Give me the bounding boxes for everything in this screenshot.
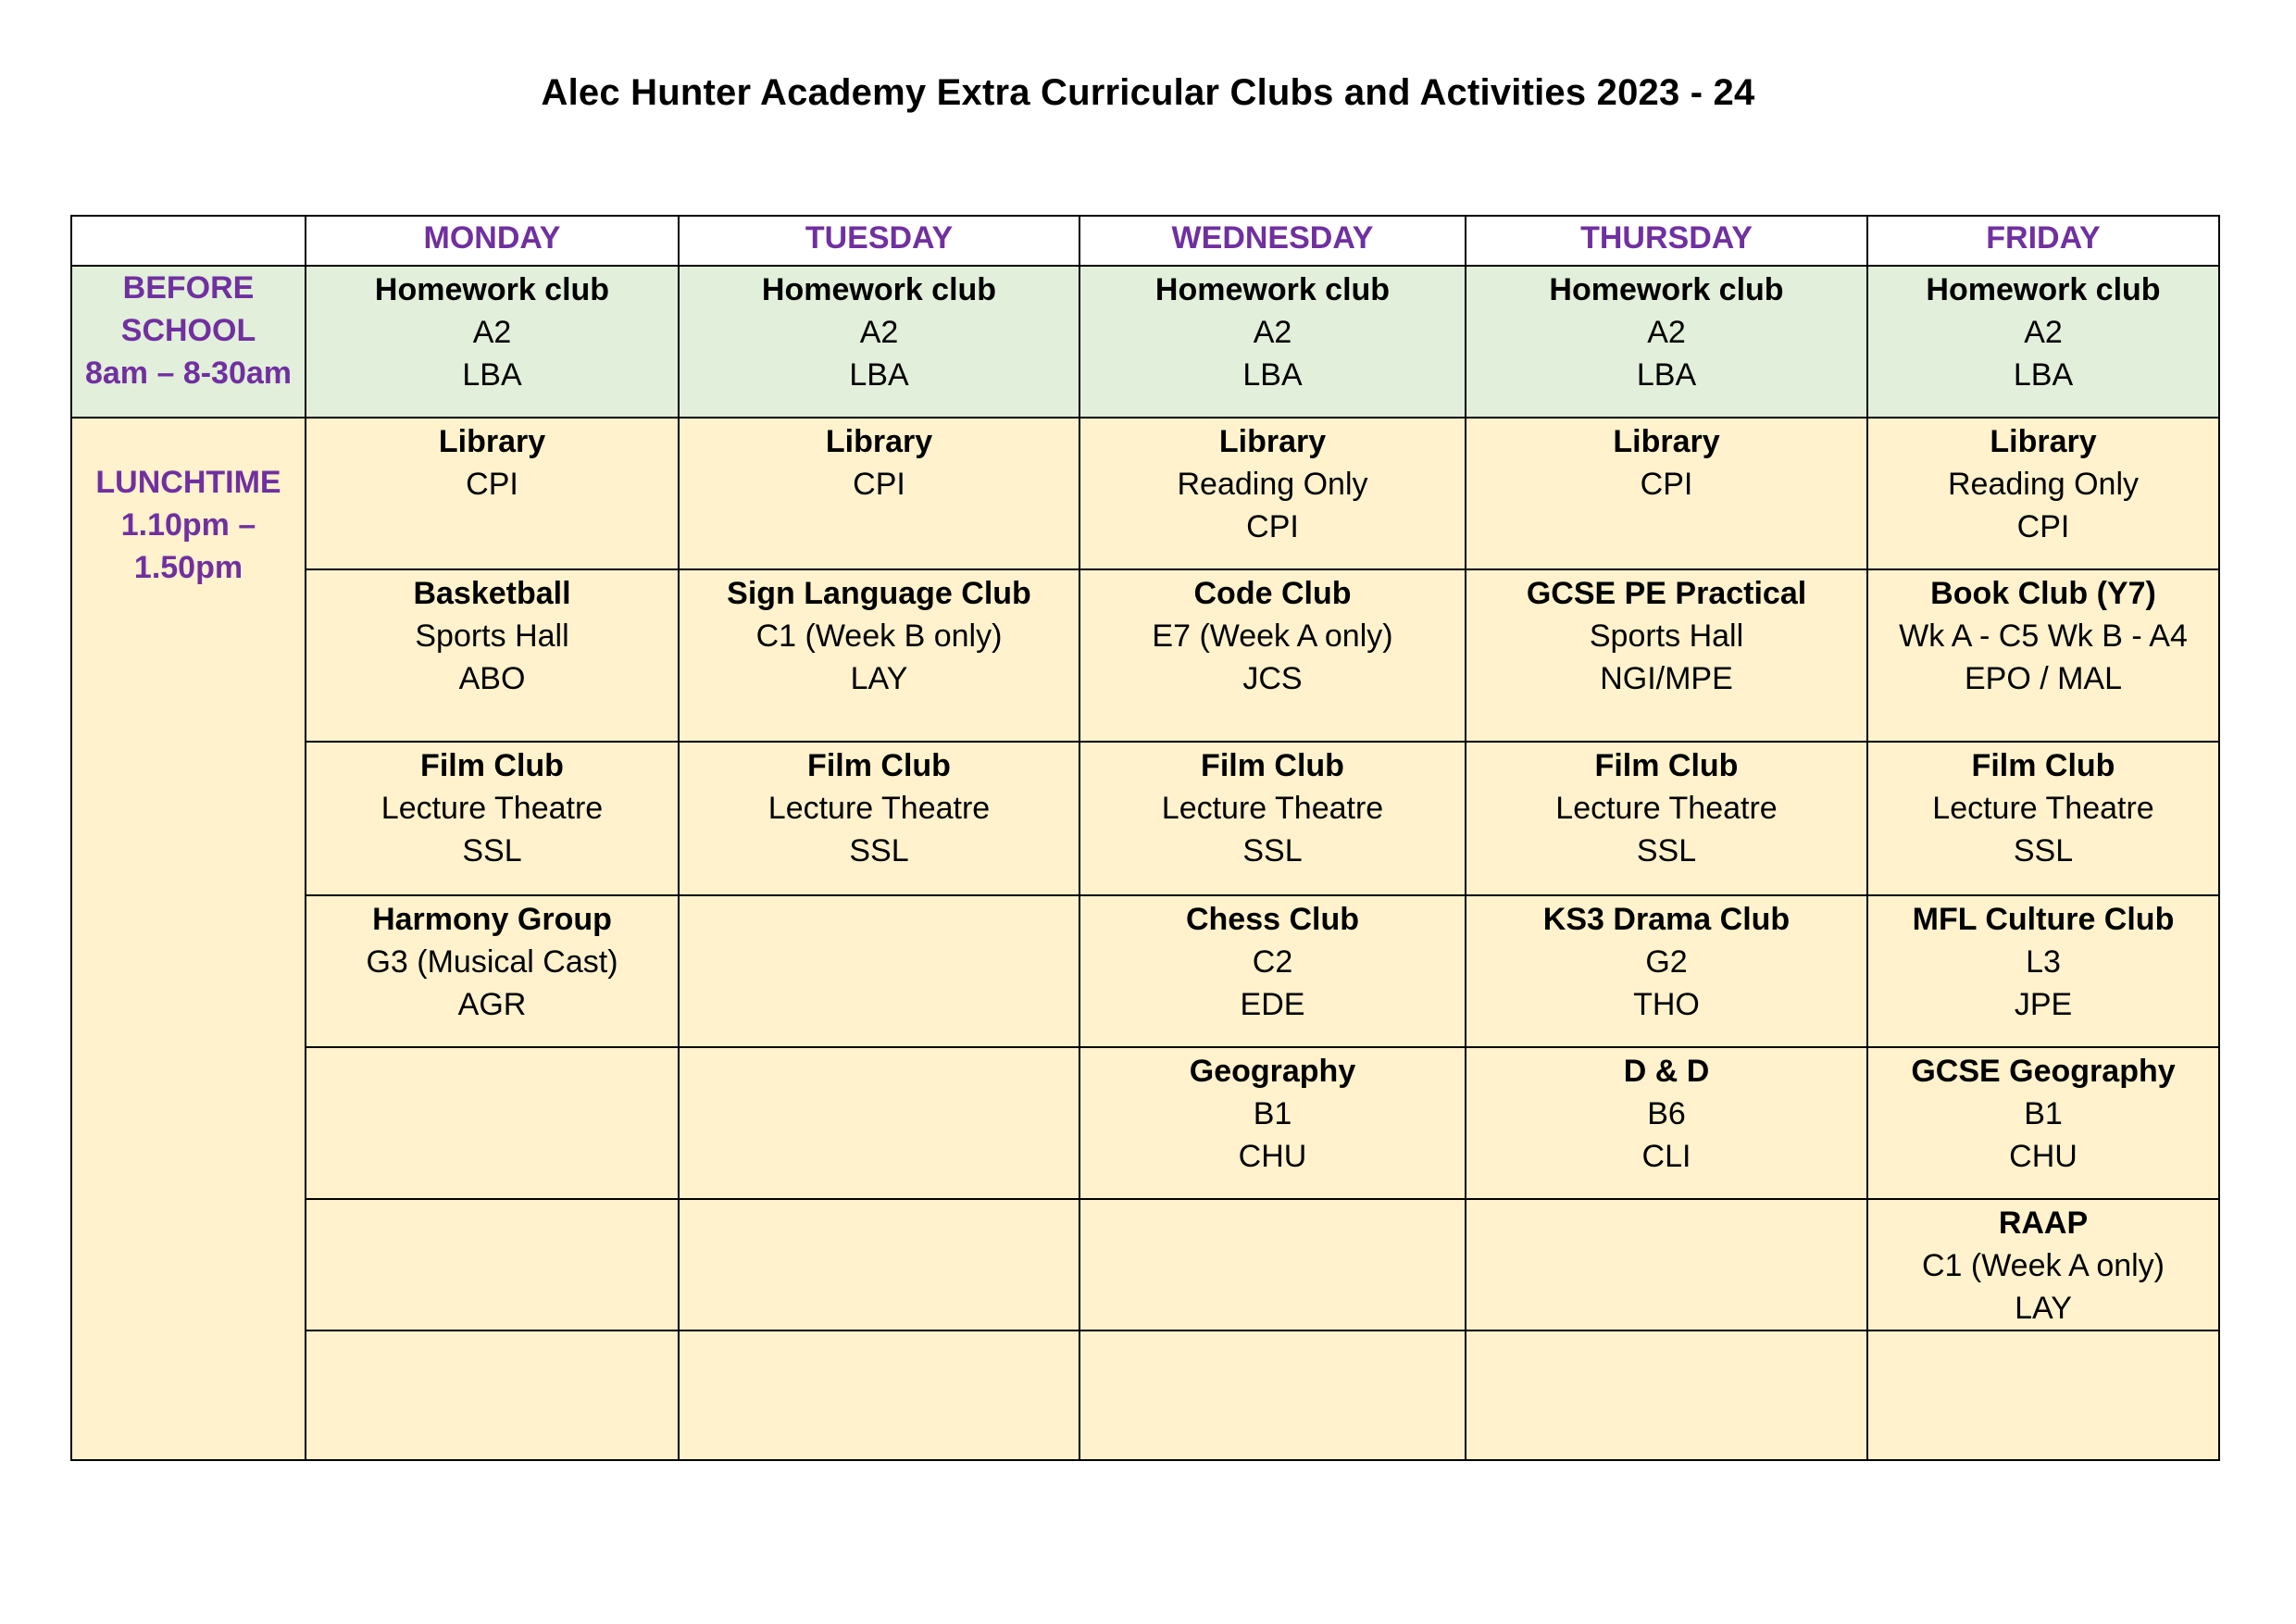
activity-staff: LAY xyxy=(2015,1291,2072,1326)
activity-cell-lunchtime-3-tuesday xyxy=(679,742,1079,895)
session-label-line: 1.10pm – xyxy=(120,507,256,543)
activity-cell-lunchtime-1-monday xyxy=(306,418,679,569)
activity-room: B1 xyxy=(1253,1096,1292,1131)
activity-room: Lecture Theatre xyxy=(381,791,604,826)
activity-name: GCSE Geography xyxy=(1911,1054,2176,1089)
activity-room: A2 xyxy=(1253,315,1292,350)
activity-name: Chess Club xyxy=(1185,902,1360,937)
activity-staff: LBA xyxy=(462,357,522,393)
activity-name: Library xyxy=(1613,424,1720,459)
activity-staff: CPI xyxy=(1246,509,1299,544)
activity-name: Homework club xyxy=(1154,272,1391,307)
activity-name: Homework club xyxy=(761,272,997,307)
activity-staff: EPO / MAL xyxy=(1964,661,2123,696)
activity-room: B1 xyxy=(2024,1096,2063,1131)
activity-room: L3 xyxy=(2026,944,2061,980)
activity-staff: LBA xyxy=(1636,357,1697,393)
session-label-line: LUNCHTIME xyxy=(95,465,281,500)
activity-cell-lunchtime-4-monday xyxy=(306,895,679,1047)
activity-staff: JCS xyxy=(1242,661,1303,696)
activity-name: Film Club xyxy=(1594,748,1739,783)
activities-timetable xyxy=(70,215,2220,1461)
activity-cell-before-school-friday xyxy=(1867,266,2219,418)
activity-room: CPI xyxy=(1640,467,1693,502)
activity-room: G2 xyxy=(1645,944,1688,980)
activity-cell-lunchtime-2-wednesday xyxy=(1079,569,1466,742)
activity-room: A2 xyxy=(472,315,512,350)
activity-cell-lunchtime-2-tuesday xyxy=(679,569,1079,742)
activity-cell-lunchtime-2-monday xyxy=(306,569,679,742)
activity-name: Homework club xyxy=(374,272,610,307)
session-label-line: 8am – 8-30am xyxy=(84,356,293,391)
day-header-row xyxy=(71,216,2219,266)
day-header-monday: MONDAY xyxy=(306,216,679,266)
activity-cell-lunchtime-1-friday xyxy=(1867,418,2219,569)
activity-staff: LBA xyxy=(849,357,909,393)
activity-name: Basketball xyxy=(413,576,571,611)
activity-name: Library xyxy=(1990,424,2097,459)
before-school-label xyxy=(71,266,306,418)
activity-name: KS3 Drama Club xyxy=(1542,902,1791,937)
activity-cell-lunchtime-5-wednesday xyxy=(1079,1047,1466,1199)
activity-name: Book Club (Y7) xyxy=(1930,576,2156,611)
activity-room: CPI xyxy=(466,467,518,502)
activity-name: Film Club xyxy=(1971,748,2115,783)
lunchtime-row xyxy=(71,1199,2219,1330)
activity-cell-lunchtime-2-thursday xyxy=(1466,569,1867,742)
activity-staff: CHU xyxy=(2009,1139,2078,1174)
activity-room: Lecture Theatre xyxy=(1555,791,1778,826)
activity-cell-lunchtime-7-wednesday xyxy=(1079,1330,1466,1460)
activity-cell-lunchtime-6-monday xyxy=(306,1199,679,1330)
activity-name: Homework club xyxy=(1926,272,2161,307)
activity-cell-lunchtime-6-friday xyxy=(1867,1199,2219,1330)
activity-name: GCSE PE Practical xyxy=(1526,576,1807,611)
activity-name: Sign Language Club xyxy=(727,576,1031,611)
activity-name: Library xyxy=(825,424,933,459)
activity-name: Homework club xyxy=(1549,272,1784,307)
activity-room: C1 (Week B only) xyxy=(755,618,1003,654)
activity-room: CPI xyxy=(853,467,905,502)
activity-name: Film Club xyxy=(1201,748,1344,783)
lunchtime-row xyxy=(71,1330,2219,1460)
activity-cell-lunchtime-4-tuesday xyxy=(679,895,1079,1047)
activity-name: Film Club xyxy=(420,748,564,783)
activity-cell-lunchtime-3-friday xyxy=(1867,742,2219,895)
activity-cell-lunchtime-5-friday xyxy=(1867,1047,2219,1199)
activity-name: Geography xyxy=(1189,1054,1356,1089)
activity-cell-lunchtime-4-wednesday xyxy=(1079,895,1466,1047)
activity-cell-lunchtime-3-wednesday xyxy=(1079,742,1466,895)
activity-staff: SSL xyxy=(849,833,909,868)
activity-room: Reading Only xyxy=(1947,467,2139,502)
activity-name: Library xyxy=(438,424,546,459)
activity-name: Film Club xyxy=(807,748,951,783)
activity-cell-lunchtime-4-friday xyxy=(1867,895,2219,1047)
activity-cell-lunchtime-1-wednesday xyxy=(1079,418,1466,569)
activity-name: MFL Culture Club xyxy=(1912,902,2175,937)
activity-staff: CHU xyxy=(1238,1139,1307,1174)
activity-cell-lunchtime-5-thursday xyxy=(1466,1047,1867,1199)
lunchtime-label xyxy=(71,418,306,1460)
activity-name: Harmony Group xyxy=(372,902,612,937)
activity-cell-lunchtime-4-thursday xyxy=(1466,895,1867,1047)
lunchtime-row xyxy=(71,418,2219,569)
activity-room: C1 (Week A only) xyxy=(1921,1248,2165,1283)
activity-staff: LBA xyxy=(1242,357,1303,393)
session-label-line: BEFORE xyxy=(122,270,255,306)
activity-staff: JPE xyxy=(2014,987,2073,1022)
activity-staff: EDE xyxy=(1240,987,1305,1022)
activity-room: E7 (Week A only) xyxy=(1152,618,1393,654)
activity-cell-lunchtime-6-wednesday xyxy=(1079,1199,1466,1330)
activity-name: RAAP xyxy=(1998,1206,2089,1241)
lunchtime-row xyxy=(71,895,2219,1047)
session-label-line: 1.50pm xyxy=(133,550,243,585)
activity-cell-before-school-tuesday xyxy=(679,266,1079,418)
lunchtime-row xyxy=(71,1047,2219,1199)
activity-name: Library xyxy=(1218,424,1327,459)
day-header-thursday: THURSDAY xyxy=(1466,216,1867,266)
lunchtime-row xyxy=(71,742,2219,895)
activity-room: Lecture Theatre xyxy=(767,791,991,826)
activity-staff: SSL xyxy=(1242,833,1303,868)
activity-cell-lunchtime-3-thursday xyxy=(1466,742,1867,895)
activity-room: Sports Hall xyxy=(1589,618,1744,654)
activity-room: C2 xyxy=(1252,944,1293,980)
activity-room: A2 xyxy=(2024,315,2063,350)
activity-staff: NGI/MPE xyxy=(1600,661,1733,696)
activity-staff: THO xyxy=(1633,987,1700,1022)
activity-cell-lunchtime-1-tuesday xyxy=(679,418,1079,569)
activity-cell-lunchtime-6-tuesday xyxy=(679,1199,1079,1330)
activity-staff: SSL xyxy=(1636,833,1697,868)
activity-cell-before-school-monday xyxy=(306,266,679,418)
day-header-friday: FRIDAY xyxy=(1867,216,2219,266)
activity-staff: SSL xyxy=(2013,833,2074,868)
activity-cell-lunchtime-1-thursday xyxy=(1466,418,1867,569)
activity-room: A2 xyxy=(1647,315,1686,350)
activity-staff: CLI xyxy=(1641,1139,1691,1174)
activity-staff: CPI xyxy=(2016,509,2070,544)
activity-cell-before-school-wednesday xyxy=(1079,266,1466,418)
activity-cell-before-school-thursday xyxy=(1466,266,1867,418)
activity-staff: ABO xyxy=(458,661,526,696)
activity-cell-lunchtime-7-monday xyxy=(306,1330,679,1460)
activity-cell-lunchtime-6-thursday xyxy=(1466,1199,1867,1330)
activity-name: Code Club xyxy=(1193,576,1352,611)
activity-cell-lunchtime-7-tuesday xyxy=(679,1330,1079,1460)
activity-name: D & D xyxy=(1623,1054,1710,1089)
day-header-tuesday: TUESDAY xyxy=(679,216,1079,266)
activity-staff: SSL xyxy=(462,833,522,868)
session-label-line: SCHOOL xyxy=(120,313,256,348)
activity-cell-lunchtime-5-tuesday xyxy=(679,1047,1079,1199)
activity-cell-lunchtime-2-friday xyxy=(1867,569,2219,742)
lunchtime-row xyxy=(71,569,2219,742)
corner-cell xyxy=(71,216,306,266)
activity-cell-lunchtime-7-friday xyxy=(1867,1330,2219,1460)
activity-staff: LAY xyxy=(850,661,908,696)
page-title: Alec Hunter Academy Extra Curricular Clubs and Activities 2023 - 24 xyxy=(541,72,1755,113)
activity-room: B6 xyxy=(1647,1096,1686,1131)
day-header-wednesday: WEDNESDAY xyxy=(1079,216,1466,266)
activity-room: Sports Hall xyxy=(415,618,569,654)
activity-cell-lunchtime-7-thursday xyxy=(1466,1330,1867,1460)
activity-cell-lunchtime-5-monday xyxy=(306,1047,679,1199)
activity-room: A2 xyxy=(859,315,899,350)
activity-room: Lecture Theatre xyxy=(1932,791,2154,826)
activity-room: Lecture Theatre xyxy=(1161,791,1384,826)
activity-room: Reading Only xyxy=(1177,467,1368,502)
activity-room: G3 (Musical Cast) xyxy=(366,944,618,980)
before-school-row xyxy=(71,266,2219,418)
activity-cell-lunchtime-3-monday xyxy=(306,742,679,895)
activity-staff: AGR xyxy=(457,987,527,1022)
activity-staff: LBA xyxy=(2013,357,2074,393)
activity-room: Wk A - C5 Wk B - A4 xyxy=(1899,618,2188,654)
